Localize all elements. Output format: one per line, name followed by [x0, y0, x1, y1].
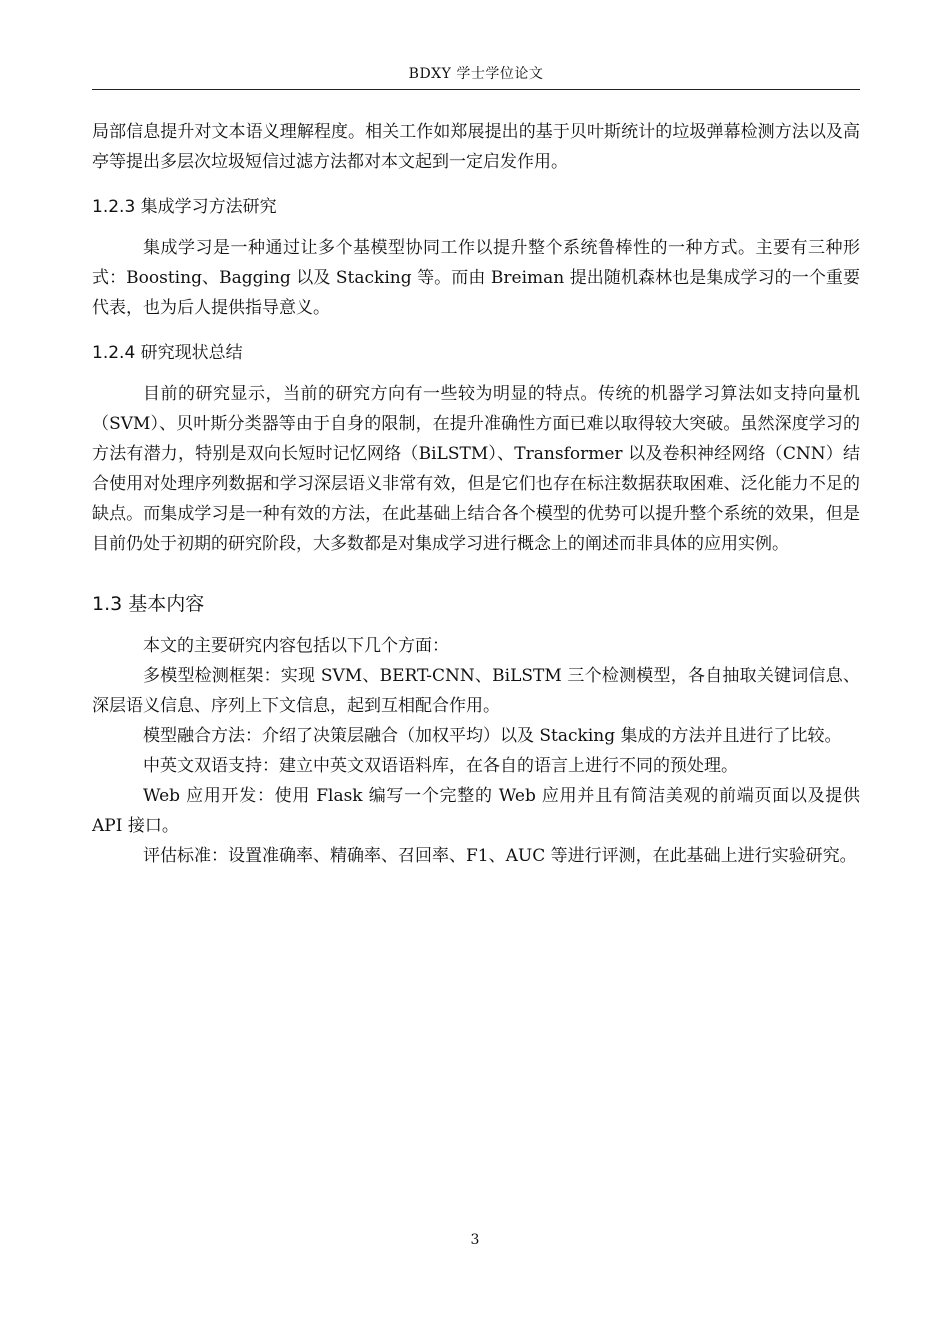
content-item-multi-model: 多模型检测框架：实现 SVM、BERT-CNN、BiLSTM 三个检测模型，各自抽取关键词信息、深层语义信息、序列上下文信息，起到互相配合作用。: [92, 666, 860, 716]
page-number: 3: [470, 1232, 480, 1248]
content-item-web-app: Web 应用开发：使用 Flask 编写一个完整的 Web 应用并且有简洁美观的前端页面以及提供 API 接口。: [92, 786, 860, 836]
content-item-intro: 本文的主要研究内容包括以下几个方面：: [143, 636, 449, 656]
section-heading-1-2-4: 1.2.4 研究现状总结: [92, 343, 243, 363]
header-divider: [92, 89, 860, 90]
content-item-evaluation: 评估标准：设置准确率、精确率、召回率、F1、AUC 等进行评测，在此基础上进行实验研究。: [143, 846, 857, 866]
paragraph-research-summary: 目前的研究显示，当前的研究方向有一些较为明显的特点。传统的机器学习算法如支持向量机（SVM）、贝叶斯分类器等由于自身的限制，在提升准确性方面已难以取得较大突破。虽然深度学习的方法有潜力，特别是双向长短时记忆网络（BiLSTM）、Transformer 以及卷积神经网络（CNN）结合使用对处理序列数据和学习深层语义非常有效，但是它们也存在标注数据获取困难、泛化能力不足的缺点。而集成学习是一种有效的方法，在此基础上结合各个模型的优势可以提升整个系统的效果，但是目前仍处于初期的研究阶段，大多数都是对集成学习进行概念上的阐述而非具体的应用实例。: [92, 384, 860, 554]
intro-paragraph: 局部信息提升对文本语义理解程度。相关工作如郑展提出的基于贝叶斯统计的垃圾弹幕检测方法以及高亭等提出多层次垃圾短信过滤方法都对本文起到一定启发作用。: [92, 122, 860, 172]
running-header: BDXY 学士学位论文: [408, 66, 544, 82]
section-heading-1-2-3: 1.2.3 集成学习方法研究: [92, 197, 277, 217]
section-heading-1-3: 1.3 基本内容: [92, 593, 205, 615]
content-item-bilingual: 中英文双语支持：建立中英文双语语料库，在各自的语言上进行不同的预处理。: [143, 756, 738, 776]
content-item-fusion: 模型融合方法：介绍了决策层融合（加权平均）以及 Stacking 集成的方法并且进行了比较。: [143, 726, 842, 746]
page-body: [92, 117, 860, 871]
paragraph-ensemble-learning: 集成学习是一种通过让多个基模型协同工作以提升整个系统鲁棒性的一种方式。主要有三种形式：Boosting、Bagging 以及 Stacking 等。而由 Breiman 提出随机森林也是集成学习的一个重要代表，也为后人提供指导意义。: [92, 238, 860, 318]
